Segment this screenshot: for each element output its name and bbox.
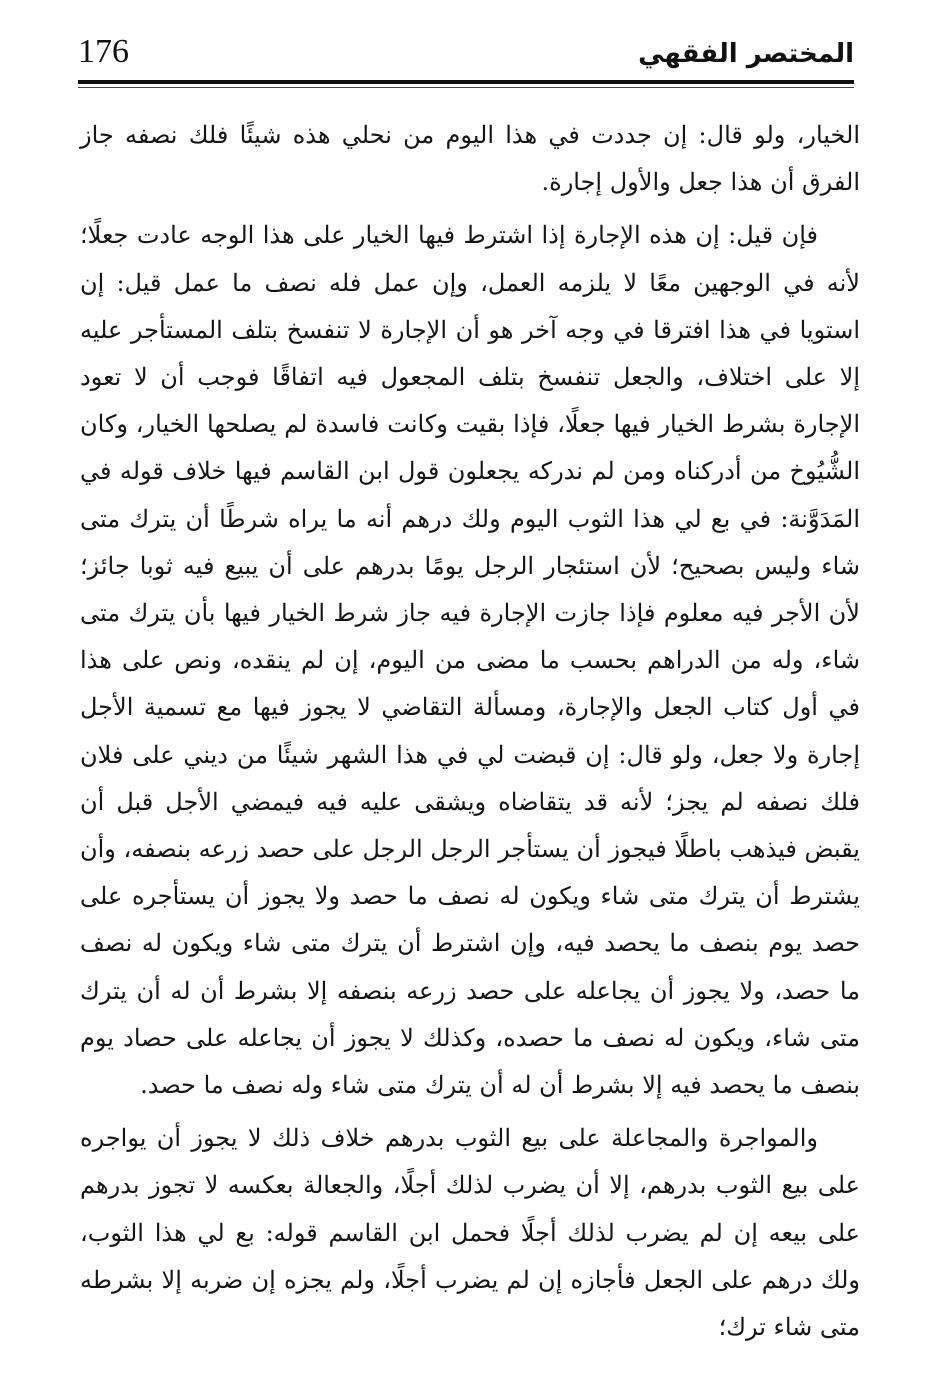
header-rule-thin bbox=[78, 87, 854, 88]
header-rule bbox=[78, 80, 854, 84]
paragraph: والمواجرة والمجاعلة على بيع الثوب بدرهم خلاف ذلك لا يجوز أن يواجره على بيع الثوب بدرهم، إلا أن يضرب لذلك أجلًا، والجعالة بعكسه لا تجوز بدرهم على بيعه إن لم يضرب لذلك أجلًا فحمل ابن القاسم قوله: بع لي هذا الثوب، ولك درهم على الجعل فأجازه إن لم يضرب أجلًا، ولم يجزه إن ضربه إلا بشرطه متى شاء ترك؛ bbox=[80, 1124, 860, 1342]
page-number: 176 bbox=[78, 33, 129, 70]
paragraph: فإن قيل: إن هذه الإجارة إذا اشترط فيها الخيار على هذا الوجه عادت جعلًا؛ لأنه في الوجهين معًا لا يلزمه العمل، وإن عمل فله نصف ما عمل قيل: إن استويا في هذا افترقا في وجه آخر هو أن الإجارة لا تنفسخ بتلف المستأجر عليه إلا على اختلاف، والجعل تنفسخ بتلف المجعول فيه اتفاقًا فوجب أن لا تعود الإجارة بشرط الخيار فيها جعلًا، فإذا بقيت وكانت فاسدة لم يصلحها الخيار، وكان الشُّيُوخ من أدركناه ومن لم ندركه يجعلون قول ابن القاسم فيها خلاف قوله في المَدَوَّنة: في بع لي هذا الثوب اليوم ولك درهم أنه ما يراه شرطًا أن يترك متى شاء وليس بصحيح؛ لأن استئجار الرجل يومًا بدرهم على أن يبيع فيه ثوبا جائز؛ لأن الأجر فيه معلوم فإذا جازت الإجارة فيه جاز شرط الخيار فيها بأن يترك متى شاء، وله من الدراهم بحسب ما مضى من اليوم، إن لم ينقده، ونص على هذا في أول كتاب الجعل والإجارة، ومسألة التقاضي لا يجوز فيها مع تسمية الأجل إجارة ولا جعل، ولو قال: إن قبضت لي في هذا الشهر شيئًا من ديني على فلان فلك نصفه لم يجز؛ لأنه قد يتقاضاه ويشقى عليه فيه فيمضي الأجل قبل أن يقبض فيذهب باطلًا فيجوز أن يستأجر الرجل الرجل على حصد زرعه بنصفه، وأن يشترط أن يترك متى شاء ويكون له نصف ما حصد ولا يجوز أن يستأجره على حصد يوم بنصف ما يحصد فيه، وإن اشترط أن يترك متى شاء ويكون له نصف ما حصد، ولا يجوز أن يجاعله على حصد زرعه بنصفه إلا بشرط أن له أن يترك متى شاء، ويكون له نصف ما حصده، وكذلك لا يجوز أن يجاعله على حصاد يوم بنصف ما يحصد فيه إلا بشرط أن له أن يترك متى شاء وله نصف ما حصد. bbox=[80, 221, 861, 1100]
paragraph-continuation: الخيار، ولو قال: إن جددت في هذا اليوم من نحلي هذه شيئًا فلك نصفه جاز الفرق أن هذا جعل والأول إجارة. bbox=[80, 121, 860, 197]
page-header bbox=[78, 30, 854, 88]
running-title: المختصر الفقهي bbox=[638, 39, 854, 69]
body-text bbox=[80, 112, 860, 1351]
